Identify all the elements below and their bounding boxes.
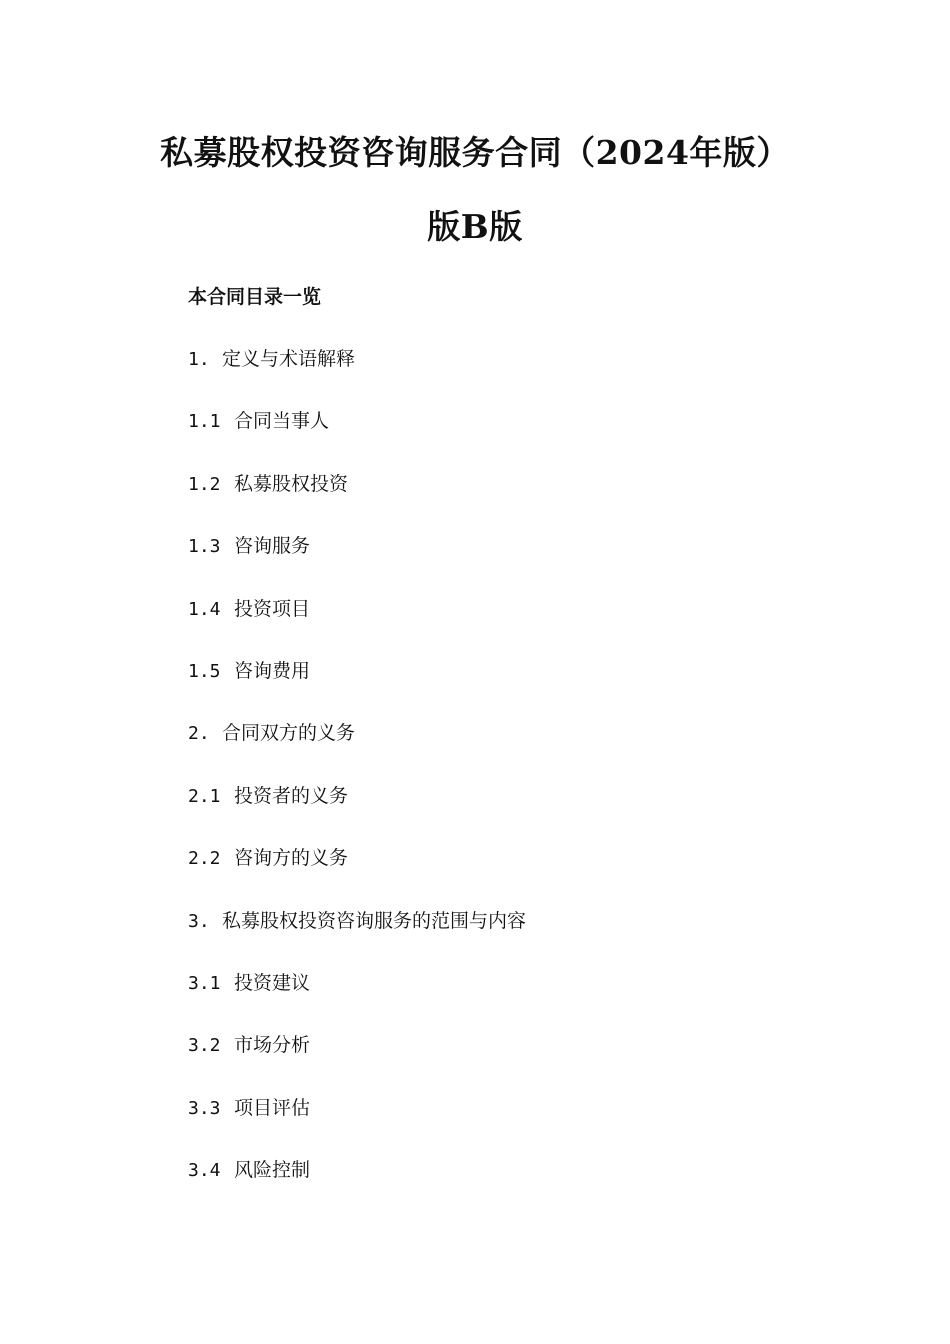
toc-item bbox=[188, 658, 526, 720]
toc-item bbox=[188, 533, 526, 595]
toc-item-number: 3.3 bbox=[188, 1097, 221, 1119]
toc-item-text: 咨询费用 bbox=[234, 659, 311, 682]
toc-item-number: 1.4 bbox=[188, 598, 221, 620]
document-title: 私募股权投资咨询服务合同（2024年版） bbox=[160, 133, 790, 172]
document-subtitle: 版B版 bbox=[427, 207, 523, 246]
toc-item bbox=[188, 908, 526, 970]
toc-item-text: 投资者的义务 bbox=[234, 784, 349, 807]
toc-item bbox=[188, 596, 526, 658]
toc-item bbox=[188, 1095, 526, 1157]
toc-item bbox=[188, 783, 526, 845]
toc-item bbox=[188, 408, 526, 470]
toc-item bbox=[188, 970, 526, 1032]
toc-item-text: 合同双方的义务 bbox=[222, 722, 356, 745]
toc-item bbox=[188, 346, 526, 408]
toc-item-text: 市场分析 bbox=[234, 1034, 311, 1057]
toc-item-number: 1.5 bbox=[188, 660, 221, 682]
toc-item-text: 私募股权投资 bbox=[234, 472, 349, 495]
toc-item-text: 定义与术语解释 bbox=[222, 348, 356, 370]
toc-item bbox=[188, 471, 526, 533]
toc-item-text: 投资项目 bbox=[234, 597, 311, 620]
toc-item-number: 2.1 bbox=[188, 785, 221, 807]
toc-item bbox=[188, 845, 526, 907]
toc-item-number: 3.2 bbox=[188, 1035, 221, 1057]
toc-item-number: 1. bbox=[188, 349, 210, 370]
toc-item-number: 1.3 bbox=[188, 536, 221, 558]
toc-item-number: 2. bbox=[188, 723, 210, 745]
toc-heading: 本合同目录一览 bbox=[188, 286, 322, 308]
toc-item-number: 1.1 bbox=[188, 411, 221, 433]
toc-item-text: 咨询方的义务 bbox=[234, 847, 349, 870]
toc-item-number: 3.4 bbox=[188, 1160, 221, 1182]
toc-item-text: 私募股权投资咨询服务的范围与内容 bbox=[222, 909, 527, 932]
toc-item-number: 3. bbox=[188, 910, 210, 932]
toc-item-number: 3.1 bbox=[188, 972, 221, 994]
toc-item-text: 投资建议 bbox=[234, 971, 311, 994]
toc-item bbox=[188, 720, 526, 782]
toc-item-number: 2.2 bbox=[188, 848, 221, 870]
toc-item bbox=[188, 1157, 526, 1219]
toc-item-number: 1.2 bbox=[188, 473, 221, 495]
toc-item-text: 风险控制 bbox=[234, 1159, 311, 1182]
toc-list bbox=[188, 346, 526, 1219]
toc-item-text: 咨询服务 bbox=[234, 535, 311, 558]
toc-item-text: 项目评估 bbox=[234, 1096, 311, 1119]
toc-item bbox=[188, 1032, 526, 1094]
toc-item-text: 合同当事人 bbox=[234, 410, 330, 433]
